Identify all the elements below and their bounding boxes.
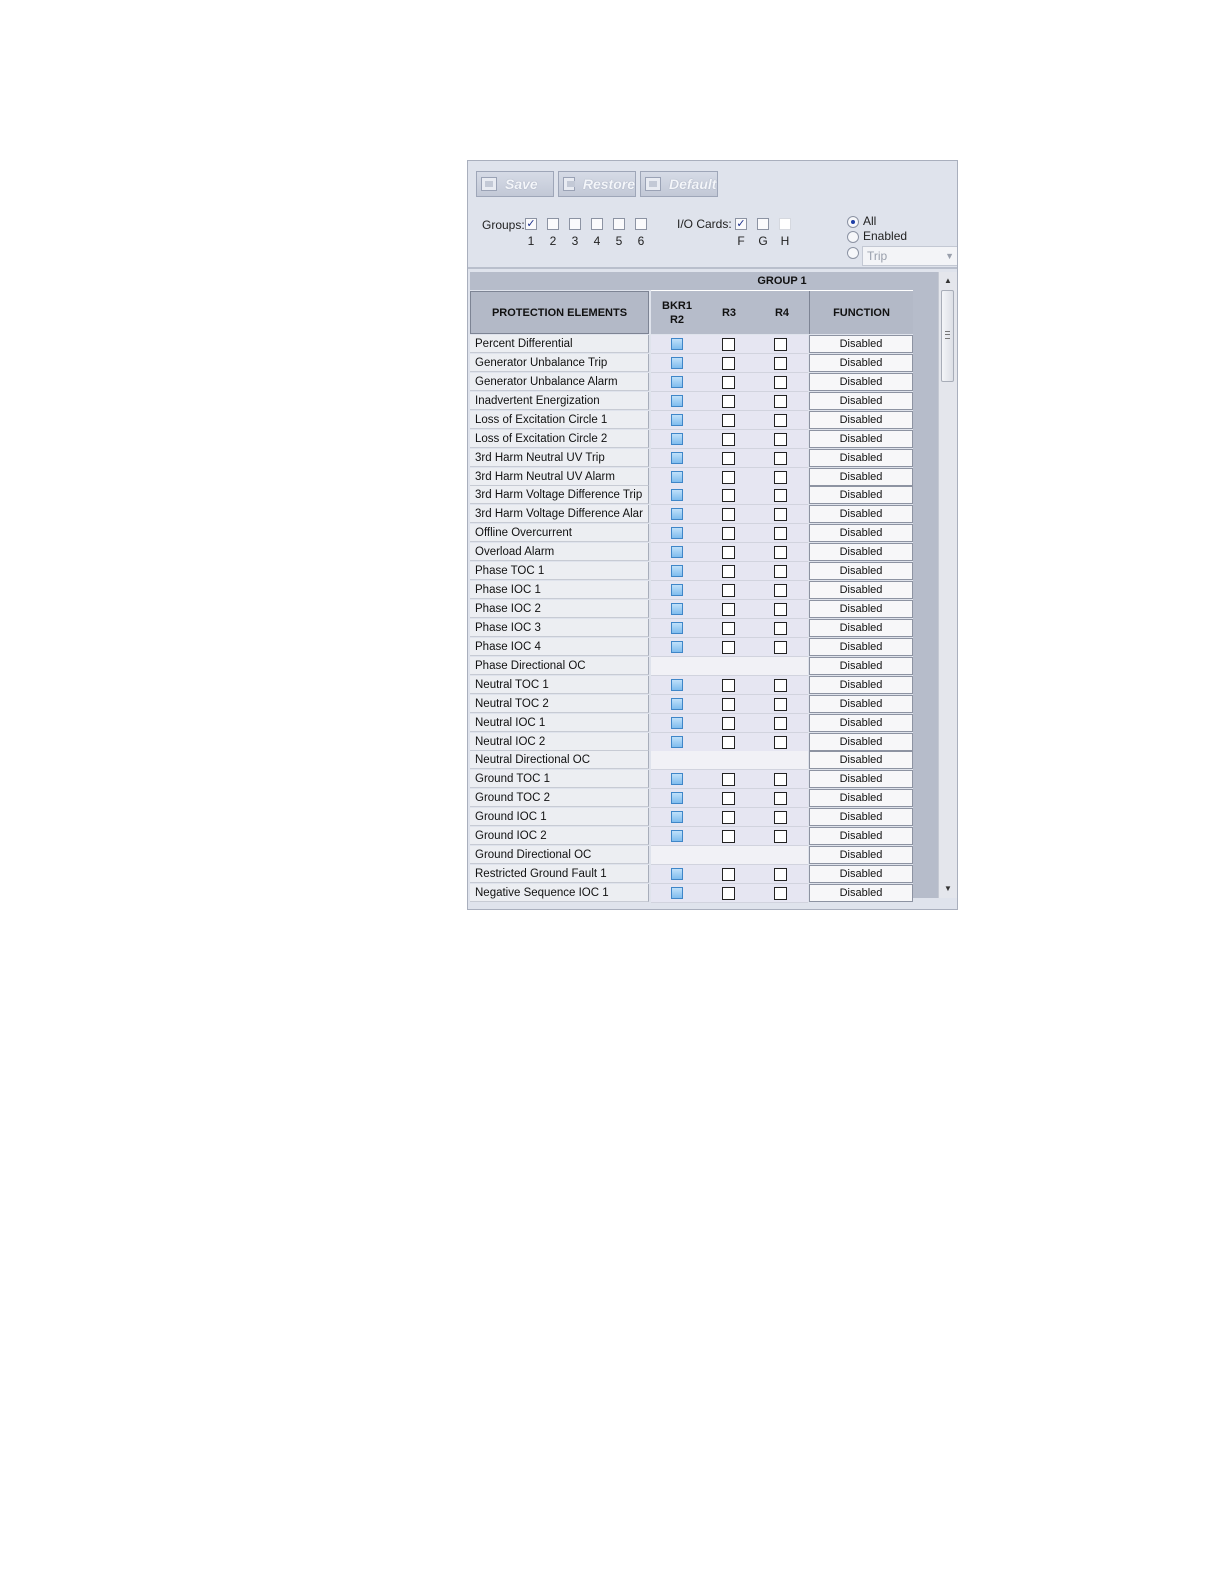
function-value-button[interactable]: Disabled — [809, 430, 913, 448]
r4-checkbox[interactable] — [774, 773, 787, 786]
io-cards-label: I/O Cards: — [677, 217, 732, 231]
r4-checkbox[interactable] — [774, 792, 787, 805]
r4-checkbox[interactable] — [774, 546, 787, 559]
save-button[interactable] — [476, 171, 554, 197]
io-card-letter: G — [758, 234, 768, 248]
function-value-button[interactable]: Disabled — [809, 751, 913, 769]
function-value-button[interactable]: Disabled — [809, 449, 913, 467]
element-name: Ground IOC 2 — [470, 827, 649, 845]
r3-checkbox[interactable] — [722, 622, 735, 635]
bkr1-r2-checkbox[interactable] — [671, 584, 683, 596]
output-cells — [651, 373, 808, 392]
element-name: Offline Overcurrent — [470, 524, 649, 542]
group-checkbox-6[interactable] — [635, 218, 647, 230]
table-row — [470, 865, 913, 884]
r4-checkbox[interactable] — [774, 868, 787, 881]
element-name: Ground TOC 2 — [470, 789, 649, 807]
table-row — [470, 657, 913, 676]
function-value-button[interactable]: Disabled — [809, 411, 913, 429]
r4-checkbox[interactable] — [774, 338, 787, 351]
r4-checkbox[interactable] — [774, 622, 787, 635]
col-header-bkr1-line2: R2 — [669, 313, 685, 326]
element-name: Inadvertent Energization — [470, 392, 649, 410]
function-value-button[interactable]: Disabled — [809, 638, 913, 656]
table-row — [470, 468, 913, 487]
bkr1-r2-checkbox[interactable] — [671, 565, 683, 577]
restore-button-label: Restore — [582, 176, 635, 192]
output-cells — [651, 354, 808, 373]
group-checkbox-1[interactable]: ✓ — [526, 218, 536, 230]
group-number: 6 — [637, 234, 645, 248]
function-value-button[interactable]: Disabled — [809, 505, 913, 523]
col-header-r4-label: R4 — [774, 306, 790, 319]
r3-checkbox[interactable] — [722, 376, 735, 389]
bkr1-r2-checkbox[interactable] — [671, 736, 683, 748]
group-header: GROUP 1 — [651, 272, 913, 291]
table-row — [470, 543, 913, 562]
function-value-button[interactable]: Disabled — [809, 392, 913, 410]
output-cells — [651, 884, 808, 903]
output-cells — [651, 562, 808, 581]
r3-checkbox[interactable] — [722, 887, 735, 900]
bkr1-r2-checkbox[interactable] — [671, 717, 683, 729]
element-name: Neutral IOC 2 — [470, 733, 649, 751]
function-value-button[interactable]: Disabled — [809, 373, 913, 391]
scrollbar-thumb[interactable] — [941, 290, 954, 382]
output-cells — [651, 770, 808, 789]
table-row — [470, 581, 913, 600]
table-row — [470, 373, 913, 392]
r3-checkbox[interactable] — [722, 792, 735, 805]
r4-checkbox[interactable] — [774, 489, 787, 502]
table-row — [470, 827, 913, 846]
io-card-letter: H — [780, 234, 790, 248]
table-row — [470, 562, 913, 581]
chevron-down-icon: ▼ — [945, 251, 954, 261]
group-number: 2 — [549, 234, 557, 248]
default-icon — [645, 177, 661, 191]
r4-checkbox[interactable] — [774, 565, 787, 578]
table-row — [470, 733, 913, 752]
bkr1-r2-checkbox[interactable] — [671, 641, 683, 653]
table-row — [470, 600, 913, 619]
function-value-button[interactable]: Disabled — [809, 562, 913, 580]
function-value-button[interactable]: Disabled — [809, 865, 913, 883]
filter-enabled-label: Enabled — [863, 229, 908, 243]
io-card-checkbox-h[interactable] — [779, 218, 791, 230]
bkr1-r2-checkbox[interactable] — [671, 830, 683, 842]
function-value-button[interactable]: Disabled — [809, 789, 913, 807]
r4-checkbox[interactable] — [774, 679, 787, 692]
function-value-button[interactable]: Disabled — [809, 486, 913, 504]
bkr1-r2-checkbox[interactable] — [671, 773, 683, 785]
io-card-letter: F — [737, 234, 745, 248]
bkr1-r2-checkbox[interactable] — [671, 414, 683, 426]
group-checkbox-5[interactable] — [613, 218, 625, 230]
element-name: Percent Differential — [470, 335, 649, 353]
element-name: Neutral TOC 1 — [470, 676, 649, 694]
group-checkbox-4[interactable] — [591, 218, 603, 230]
bkr1-r2-checkbox[interactable] — [671, 508, 683, 520]
r3-checkbox[interactable] — [722, 698, 735, 711]
output-cells — [651, 581, 808, 600]
output-cells — [651, 524, 808, 543]
element-name: Restricted Ground Fault 1 — [470, 865, 649, 883]
output-cells — [651, 600, 808, 619]
function-value-button[interactable]: Disabled — [809, 524, 913, 542]
element-name: Phase IOC 2 — [470, 600, 649, 618]
col-header-bkr1 — [651, 291, 703, 334]
table-row — [470, 676, 913, 695]
col-header-r4 — [755, 291, 809, 334]
group-number: 3 — [571, 234, 579, 248]
table-row — [470, 714, 913, 733]
bkr1-r2-checkbox[interactable] — [671, 489, 683, 501]
r4-checkbox[interactable] — [774, 471, 787, 484]
output-cells — [651, 657, 808, 676]
group-number: 1 — [527, 234, 535, 248]
io-card-checkbox-g[interactable] — [757, 218, 769, 230]
r3-checkbox[interactable] — [722, 433, 735, 446]
bkr1-r2-checkbox[interactable] — [671, 698, 683, 710]
output-cells — [651, 468, 808, 487]
r3-checkbox[interactable] — [722, 811, 735, 824]
vertical-scrollbar[interactable] — [938, 272, 957, 898]
restore-button[interactable] — [558, 171, 636, 197]
element-name: Ground Directional OC — [470, 846, 649, 864]
r4-checkbox[interactable] — [774, 887, 787, 900]
r4-checkbox[interactable] — [774, 717, 787, 730]
output-cells — [651, 808, 808, 827]
element-name: 3rd Harm Neutral UV Trip — [470, 449, 649, 467]
output-cells — [651, 733, 808, 752]
bkr1-r2-checkbox[interactable] — [671, 395, 683, 407]
bkr1-r2-checkbox[interactable] — [671, 792, 683, 804]
filter-all-label: All — [863, 214, 877, 228]
r3-checkbox[interactable] — [722, 641, 735, 654]
function-value-button[interactable]: Disabled — [809, 600, 913, 618]
function-header-label: FUNCTION — [833, 306, 890, 319]
default-button-label: Default — [669, 176, 717, 192]
bkr1-r2-checkbox[interactable] — [671, 376, 683, 388]
table-row — [470, 392, 913, 411]
col-header-bkr1-line1: BKR1 — [662, 299, 692, 312]
function-value-button[interactable]: Disabled — [809, 581, 913, 599]
r4-checkbox[interactable] — [774, 357, 787, 370]
r3-checkbox[interactable] — [722, 357, 735, 370]
r3-checkbox[interactable] — [722, 527, 735, 540]
scroll-down-icon[interactable]: ▼ — [944, 884, 952, 893]
table-row — [470, 789, 913, 808]
bkr1-r2-checkbox[interactable] — [671, 622, 683, 634]
element-name: Phase IOC 3 — [470, 619, 649, 637]
bkr1-r2-checkbox[interactable] — [671, 433, 683, 445]
r3-checkbox[interactable] — [722, 489, 735, 502]
element-name: 3rd Harm Voltage Difference Trip — [470, 486, 649, 504]
output-cells — [651, 789, 808, 808]
elements-header — [470, 291, 649, 334]
element-name: Neutral TOC 2 — [470, 695, 649, 713]
elements-header-label: PROTECTION ELEMENTS — [491, 306, 628, 319]
output-cells — [651, 486, 808, 505]
element-name: Ground TOC 1 — [470, 770, 649, 788]
output-cells — [651, 430, 808, 449]
r4-checkbox[interactable] — [774, 527, 787, 540]
group-number: 5 — [615, 234, 623, 248]
element-name: Neutral IOC 1 — [470, 714, 649, 732]
r3-checkbox[interactable] — [722, 717, 735, 730]
divider — [468, 267, 957, 269]
function-value-button[interactable]: Disabled — [809, 468, 913, 486]
r4-checkbox[interactable] — [774, 641, 787, 654]
table-row — [470, 638, 913, 657]
function-value-button[interactable]: Disabled — [809, 657, 913, 675]
element-name: Loss of Excitation Circle 1 — [470, 411, 649, 429]
output-cells — [651, 714, 808, 733]
r3-checkbox[interactable] — [722, 471, 735, 484]
save-button-label: Save — [505, 176, 538, 192]
output-cells — [651, 846, 808, 865]
table-row — [470, 411, 913, 430]
output-cells — [651, 543, 808, 562]
bkr1-r2-checkbox[interactable] — [671, 887, 683, 899]
r4-checkbox[interactable] — [774, 452, 787, 465]
output-cells — [651, 676, 808, 695]
r3-checkbox[interactable] — [722, 736, 735, 749]
table-side-panel — [913, 272, 938, 898]
bkr1-r2-checkbox[interactable] — [671, 527, 683, 539]
output-cells — [651, 827, 808, 846]
table-row — [470, 808, 913, 827]
table-row — [470, 335, 913, 354]
r3-checkbox[interactable] — [722, 565, 735, 578]
table-row — [470, 449, 913, 468]
element-name: Ground IOC 1 — [470, 808, 649, 826]
element-name: Generator Unbalance Trip — [470, 354, 649, 372]
groups-label: Groups: — [482, 218, 525, 232]
output-cells — [651, 695, 808, 714]
group-checkbox-2[interactable] — [547, 218, 559, 230]
col-header-r3 — [703, 291, 755, 334]
bkr1-r2-checkbox[interactable] — [671, 546, 683, 558]
function-value-button[interactable]: Disabled — [809, 619, 913, 637]
r3-checkbox[interactable] — [722, 338, 735, 351]
io-card-checkbox-f[interactable]: ✓ — [736, 218, 746, 230]
element-name: Neutral Directional OC — [470, 751, 649, 769]
r4-checkbox[interactable] — [774, 414, 787, 427]
trip-select[interactable] — [862, 246, 958, 266]
r4-checkbox[interactable] — [774, 433, 787, 446]
output-cells — [651, 865, 808, 884]
output-cells — [651, 638, 808, 657]
r4-checkbox[interactable] — [774, 698, 787, 711]
col-header-bkr1-text — [662, 299, 692, 327]
element-name: Negative Sequence IOC 1 — [470, 884, 649, 902]
r3-checkbox[interactable] — [722, 830, 735, 843]
output-cells — [651, 619, 808, 638]
bkr1-r2-checkbox[interactable] — [671, 603, 683, 615]
header-spacer — [470, 272, 652, 290]
group-number: 4 — [593, 234, 601, 248]
element-name: Overload Alarm — [470, 543, 649, 561]
table-row — [470, 619, 913, 638]
protection-summary-panel — [467, 160, 958, 910]
r4-checkbox[interactable] — [774, 584, 787, 597]
function-value-button[interactable]: Disabled — [809, 543, 913, 561]
function-value-button[interactable]: Disabled — [809, 808, 913, 826]
output-cells — [651, 411, 808, 430]
bkr1-r2-checkbox[interactable] — [671, 471, 683, 483]
function-value-button[interactable]: Disabled — [809, 695, 913, 713]
table-row — [470, 486, 913, 505]
bkr1-r2-checkbox[interactable] — [671, 679, 683, 691]
r3-checkbox[interactable] — [722, 868, 735, 881]
table-row — [470, 770, 913, 789]
r3-checkbox[interactable] — [722, 414, 735, 427]
function-value-button[interactable]: Disabled — [809, 884, 913, 902]
r3-checkbox[interactable] — [722, 395, 735, 408]
output-cells — [651, 751, 808, 770]
output-cells — [651, 335, 808, 354]
table-row — [470, 430, 913, 449]
function-value-button[interactable]: Disabled — [809, 354, 913, 372]
col-header-r3-label: R3 — [721, 306, 737, 319]
output-cells — [651, 392, 808, 411]
restore-icon — [563, 177, 575, 191]
function-value-button[interactable]: Disabled — [809, 827, 913, 845]
bkr1-r2-checkbox[interactable] — [671, 338, 683, 350]
group-checkbox-3[interactable] — [569, 218, 581, 230]
r4-checkbox[interactable] — [774, 603, 787, 616]
element-name: 3rd Harm Neutral UV Alarm — [470, 468, 649, 486]
element-name: 3rd Harm Voltage Difference Alar — [470, 505, 649, 523]
r4-checkbox[interactable] — [774, 736, 787, 749]
r4-checkbox[interactable] — [774, 830, 787, 843]
function-value-button[interactable]: Disabled — [809, 714, 913, 732]
r4-checkbox[interactable] — [774, 811, 787, 824]
trip-select-value: Trip — [867, 249, 888, 263]
table-row — [470, 695, 913, 714]
filter-trip-radio[interactable] — [847, 247, 859, 259]
filter-enabled-radio[interactable] — [847, 231, 859, 243]
element-name: Phase IOC 1 — [470, 581, 649, 599]
function-value-button[interactable]: Disabled — [809, 733, 913, 751]
r3-checkbox[interactable] — [722, 679, 735, 692]
element-name: Generator Unbalance Alarm — [470, 373, 649, 391]
function-value-button[interactable]: Disabled — [809, 676, 913, 694]
r3-checkbox[interactable] — [722, 584, 735, 597]
element-name: Phase TOC 1 — [470, 562, 649, 580]
function-header — [809, 291, 913, 334]
r4-checkbox[interactable] — [774, 376, 787, 389]
output-cells — [651, 505, 808, 524]
table-row — [470, 751, 913, 770]
function-value-button[interactable]: Disabled — [809, 335, 913, 353]
r3-checkbox[interactable] — [722, 603, 735, 616]
output-cells — [651, 449, 808, 468]
r3-checkbox[interactable] — [722, 773, 735, 786]
table-row — [470, 354, 913, 373]
element-name: Phase IOC 4 — [470, 638, 649, 656]
bkr1-r2-checkbox[interactable] — [671, 811, 683, 823]
grip-icon — [945, 331, 950, 339]
r4-checkbox[interactable] — [774, 395, 787, 408]
element-name: Phase Directional OC — [470, 657, 649, 675]
scroll-up-icon[interactable]: ▲ — [944, 276, 952, 285]
function-value-button[interactable]: Disabled — [809, 846, 913, 864]
element-name: Loss of Excitation Circle 2 — [470, 430, 649, 448]
default-button[interactable] — [640, 171, 718, 197]
table-row — [470, 524, 913, 543]
bkr1-r2-checkbox[interactable] — [671, 357, 683, 369]
bkr1-r2-checkbox[interactable] — [671, 452, 683, 464]
r3-checkbox[interactable] — [722, 452, 735, 465]
table-row — [470, 846, 913, 865]
function-value-button[interactable]: Disabled — [809, 770, 913, 788]
r3-checkbox[interactable] — [722, 508, 735, 521]
table-row — [470, 884, 913, 903]
table-row — [470, 505, 913, 524]
r3-checkbox[interactable] — [722, 546, 735, 559]
bkr1-r2-checkbox[interactable] — [671, 868, 683, 880]
save-icon — [481, 177, 497, 191]
filter-all-radio[interactable] — [847, 216, 859, 228]
r4-checkbox[interactable] — [774, 508, 787, 521]
